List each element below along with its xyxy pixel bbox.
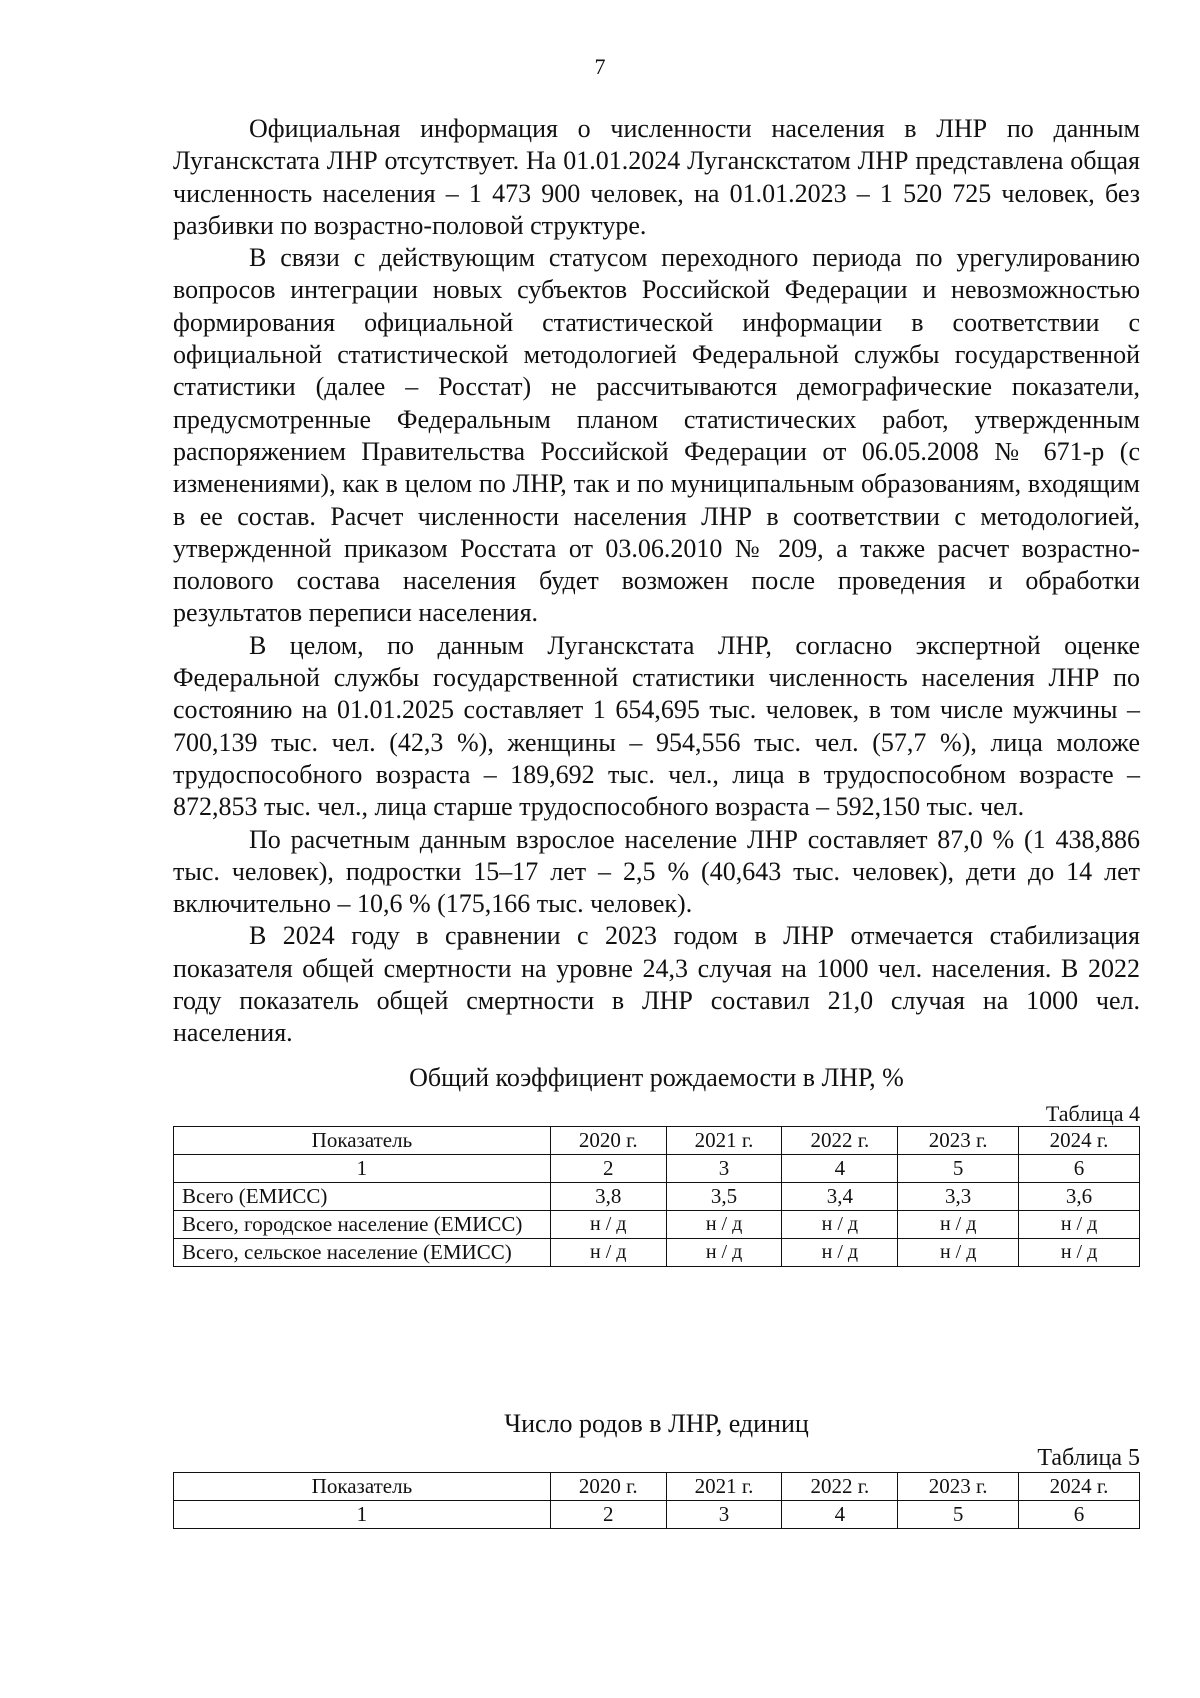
numbering-cell: 2 [550, 1155, 666, 1183]
value-cell: н / д [666, 1239, 782, 1267]
numbering-cell: 3 [666, 1501, 782, 1529]
table-5-block [173, 1408, 1140, 1529]
value-cell: н / д [1019, 1211, 1140, 1239]
table-header-row [174, 1127, 1140, 1155]
value-cell: н / д [782, 1211, 898, 1239]
paragraph: В связи с действующим статусом переходного периода по урегулированию вопросов интеграции новых субъектов Российской Федерации и невозможностью формирования официальной статистической информации в соответствии с официальной статистической методологией Федеральной службы государственной статистики (далее – Росстат) не рассчитываются демографические показатели, предусмотренные Федеральным планом статистических работ, утвержденным распоряжением Правительства Российской Федерации от 06.05.2008 № 671-р (с изменениями), как в целом по ЛНР, так и по муниципальным образованиям, входящим в ее состав. Расчет численности населения ЛНР в соответствии с методологией, утвержденной приказом Росстата от 03.06.2010 № 209, а также расчет возрастно-полового состава населения будет возможен после проведения и обработки результатов переписи населения. [173, 243, 1140, 628]
value-cell: 3,4 [782, 1183, 898, 1211]
value-cell: н / д [666, 1211, 782, 1239]
header-cell: Показатель [174, 1473, 551, 1501]
header-cell: 2024 г. [1019, 1127, 1140, 1155]
table-4-number: Таблица 4 [1045, 1101, 1140, 1126]
value-cell: н / д [550, 1211, 666, 1239]
value-cell: н / д [550, 1239, 666, 1267]
table-5-title: Число родов в ЛНР, единиц [504, 1409, 809, 1438]
table-row [174, 1239, 1140, 1267]
value-cell: н / д [898, 1211, 1019, 1239]
numbering-row [174, 1155, 1140, 1183]
table-5-number: Таблица 5 [1037, 1445, 1140, 1471]
numbering-cell: 1 [174, 1155, 551, 1183]
header-cell: 2023 г. [898, 1473, 1019, 1501]
row-label: Всего (ЕМИСС) [174, 1183, 551, 1211]
numbering-cell: 3 [666, 1155, 782, 1183]
header-cell: Показатель [174, 1127, 551, 1155]
paragraph: По расчетным данным взрослое население ЛНР составляет 87,0 % (1 438,886 тыс. человек), подростки 15–17 лет – 2,5 % (40,643 тыс. человек), дети до 14 лет включительно – 10,6 % (175,166 тыс. человек). [173, 824, 1140, 919]
value-cell: н / д [898, 1239, 1019, 1267]
table-4-title: Общий коэффициент рождаемости в ЛНР, % [409, 1063, 904, 1092]
table-row [174, 1211, 1140, 1239]
value-cell: н / д [782, 1239, 898, 1267]
paragraph: В целом, по данным Луганскстата ЛНР, согласно экспертной оценке Федеральной службы государственной статистики численность населения ЛНР по состоянию на 01.01.2025 составляет 1 654,695 тыс. человек, в том числе мужчины – 700,139 тыс. чел. (42,3 %), женщины – 954,556 тыс. чел. (57,7 %), лица моложе трудоспособного возраста – 189,692 тыс. чел., лица в трудоспособном возрасте – 872,853 тыс. чел., лица старше трудоспособного возраста – 592,150 тыс. чел. [173, 630, 1140, 822]
numbering-cell: 5 [898, 1155, 1019, 1183]
value-cell: 3,6 [1019, 1183, 1140, 1211]
table-4-block [173, 1062, 1140, 1267]
header-cell: 2023 г. [898, 1127, 1019, 1155]
numbering-cell: 2 [550, 1501, 666, 1529]
paragraph: В 2024 году в сравнении с 2023 годом в ЛНР отмечается стабилизация показателя общей смертности на уровне 24,3 случая на 1000 чел. населения. В 2022 году показатель общей смертности в ЛНР составил 21,0 случая на 1000 чел. населения. [173, 921, 1140, 1048]
value-cell: н / д [1019, 1239, 1140, 1267]
value-cell: 3,5 [666, 1183, 782, 1211]
numbering-row [174, 1501, 1140, 1529]
numbering-cell: 4 [782, 1155, 898, 1183]
header-cell: 2022 г. [782, 1127, 898, 1155]
page-number: 7 [594, 54, 606, 79]
table-header-row [174, 1473, 1140, 1501]
value-cell: 3,8 [550, 1183, 666, 1211]
row-label: Всего, городское население (ЕМИСС) [174, 1211, 551, 1239]
paragraph: Официальная информация о численности населения в ЛНР по данным Луганскстата ЛНР отсутствует. На 01.01.2024 Луганскстатом ЛНР представлена общая численность населения – 1 473 900 человек, на 01.01.2023 – 1 520 725 человек, без разбивки по возрастно-половой структуре. [173, 114, 1140, 240]
numbering-cell: 6 [1019, 1155, 1140, 1183]
row-label: Всего, сельское население (ЕМИСС) [174, 1239, 551, 1267]
header-cell: 2021 г. [666, 1473, 782, 1501]
numbering-cell: 1 [174, 1501, 551, 1529]
numbering-cell: 6 [1019, 1501, 1140, 1529]
table-row [174, 1183, 1140, 1211]
header-cell: 2021 г. [666, 1127, 782, 1155]
numbering-cell: 4 [782, 1501, 898, 1529]
table-4 [173, 1126, 1140, 1267]
header-cell: 2024 г. [1019, 1473, 1140, 1501]
value-cell: 3,3 [898, 1183, 1019, 1211]
numbering-cell: 5 [898, 1501, 1019, 1529]
body-text [173, 113, 1140, 1050]
header-cell: 2022 г. [782, 1473, 898, 1501]
table-5 [173, 1472, 1140, 1529]
header-cell: 2020 г. [550, 1127, 666, 1155]
header-cell: 2020 г. [550, 1473, 666, 1501]
